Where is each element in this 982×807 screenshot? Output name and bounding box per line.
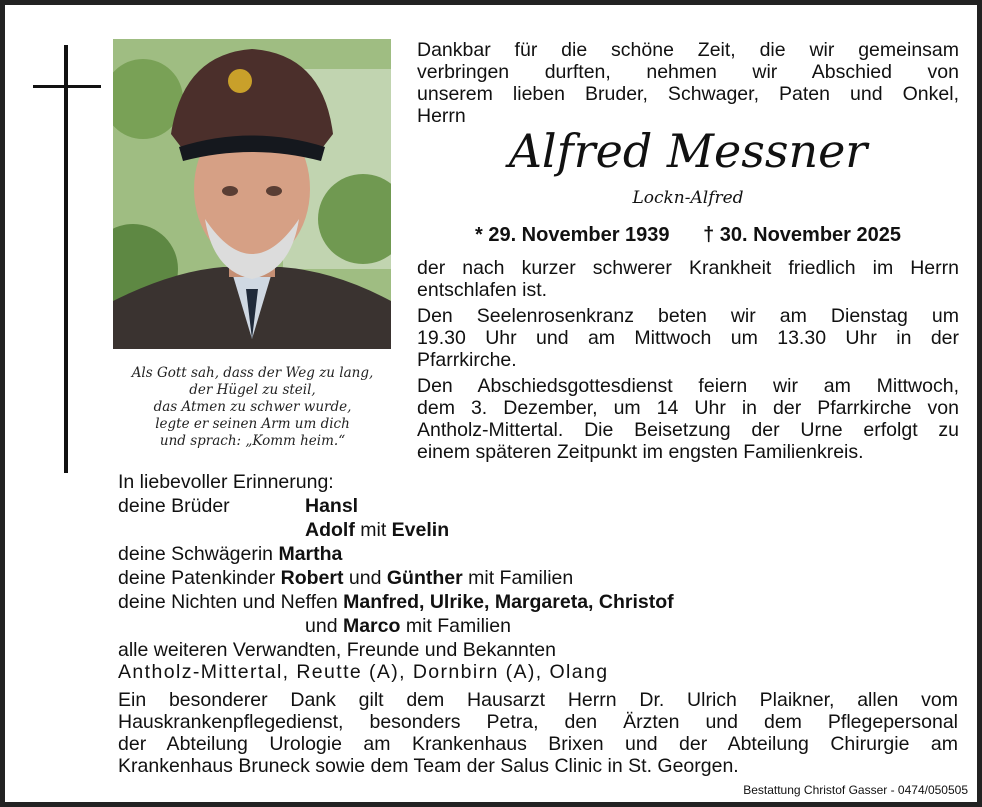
family-member: Robert	[280, 567, 344, 589]
family-row	[118, 518, 818, 542]
poem-line: Als Gott sah, dass der Weg zu lang,	[131, 365, 374, 381]
family-row	[118, 542, 818, 566]
paragraph	[417, 257, 959, 301]
family-row	[118, 494, 818, 518]
cross-icon-bar	[33, 85, 101, 88]
body-line: Den Abschiedsgottesdienst feiern wir am Mittwoch,	[417, 375, 959, 397]
death-date: † 30. November 2025	[703, 224, 902, 246]
nickname: Lockn-Alfred	[632, 188, 744, 208]
body-line: Den Seelenrosenkranz beten wir am Dienstag um	[417, 305, 959, 327]
thanks-line: Hauskrankenpflegedienst, besonders Petra, den Ärzten und dem Pflegepersonal	[118, 711, 958, 733]
family-member: Evelin	[391, 519, 450, 541]
family-member: Adolf	[305, 519, 355, 541]
family-label: deine Nichten und Neffen	[118, 591, 338, 613]
paragraph	[417, 375, 959, 463]
family-member: Marco	[342, 615, 401, 637]
family-row	[118, 590, 818, 614]
connector: mit Familien	[468, 567, 574, 589]
poem	[110, 365, 395, 450]
body-line: einem späteren Zeitpunkt im engsten Familienkreis.	[417, 441, 864, 463]
body-line: 19.30 Uhr und am Mittwoch um 13.30 Uhr in der	[417, 327, 959, 349]
body-line: Pfarrkirche.	[417, 349, 517, 371]
thanks-line: Krankenhaus Bruneck sowie dem Team der Salus Clinic in St. Georgen.	[118, 755, 739, 777]
deceased-name: Alfred Messner	[508, 124, 868, 178]
body-line: entschlafen ist.	[417, 279, 548, 301]
family-list	[118, 470, 818, 662]
thanks-text	[118, 689, 958, 777]
intro-line: Dankbar für die schöne Zeit, die wir gemeinsam	[417, 39, 959, 61]
poem-line: und sprach: „Komm heim.“	[159, 433, 346, 449]
family-member: Martha	[278, 543, 343, 565]
places: Antholz-Mittertal, Reutte (A), Dornbirn (A), Olang	[118, 661, 609, 683]
connector: mit	[360, 519, 387, 541]
paragraph	[417, 305, 959, 371]
poem-line: legte er seinen Arm um dich	[155, 416, 350, 432]
intro-text	[417, 39, 959, 127]
thanks-line: der Abteilung Urologie am Krankenhaus Brixen und der Abteilung Chirurgie am	[118, 733, 958, 755]
thanks-line: Ein besonderer Dank gilt dem Hausarzt Herrn Dr. Ulrich Plaikner, allen vom	[118, 689, 958, 711]
poem-line: das Atmen zu schwer wurde,	[153, 399, 352, 415]
life-dates	[417, 224, 959, 247]
connector: mit Familien	[405, 615, 511, 637]
body-line: Antholz-Mittertal. Die Beisetzung der Urne erfolgt zu	[417, 419, 959, 441]
intro-line: Herrn	[417, 105, 466, 127]
family-label: deine Schwägerin	[118, 543, 274, 565]
connector: und	[305, 615, 338, 637]
portrait-photo	[113, 39, 391, 349]
connector: und	[348, 567, 382, 589]
family-row	[118, 614, 818, 638]
body-line: der nach kurzer schwerer Krankheit friedlich im Herrn	[417, 257, 959, 279]
family-label: deine Patenkinder	[118, 567, 276, 589]
family-label: deine Brüder	[118, 495, 230, 517]
family-member: Günther	[386, 567, 463, 589]
family-row	[118, 566, 818, 590]
birth-date: * 29. November 1939	[474, 224, 670, 246]
family-member: Manfred, Ulrike, Margareta, Christof	[343, 591, 674, 613]
family-member: Hansl	[305, 495, 359, 517]
family-intro: In liebevoller Erinnerung:	[118, 471, 334, 493]
poem-line: der Hügel zu steil,	[189, 382, 316, 398]
cross-icon	[64, 45, 68, 473]
body-line: dem 3. Dezember, um 14 Uhr in der Pfarrkirche von	[417, 397, 959, 419]
funeral-home-footer: Bestattung Christof Gasser - 0474/050505	[743, 783, 968, 797]
intro-line: verbringen durften, nehmen wir Abschied von	[417, 61, 959, 83]
intro-line: unserem lieben Bruder, Schwager, Paten und Onkel,	[417, 83, 959, 105]
notice-body	[417, 257, 959, 467]
family-others: alle weiteren Verwandten, Freunde und Bekannten	[118, 639, 556, 661]
